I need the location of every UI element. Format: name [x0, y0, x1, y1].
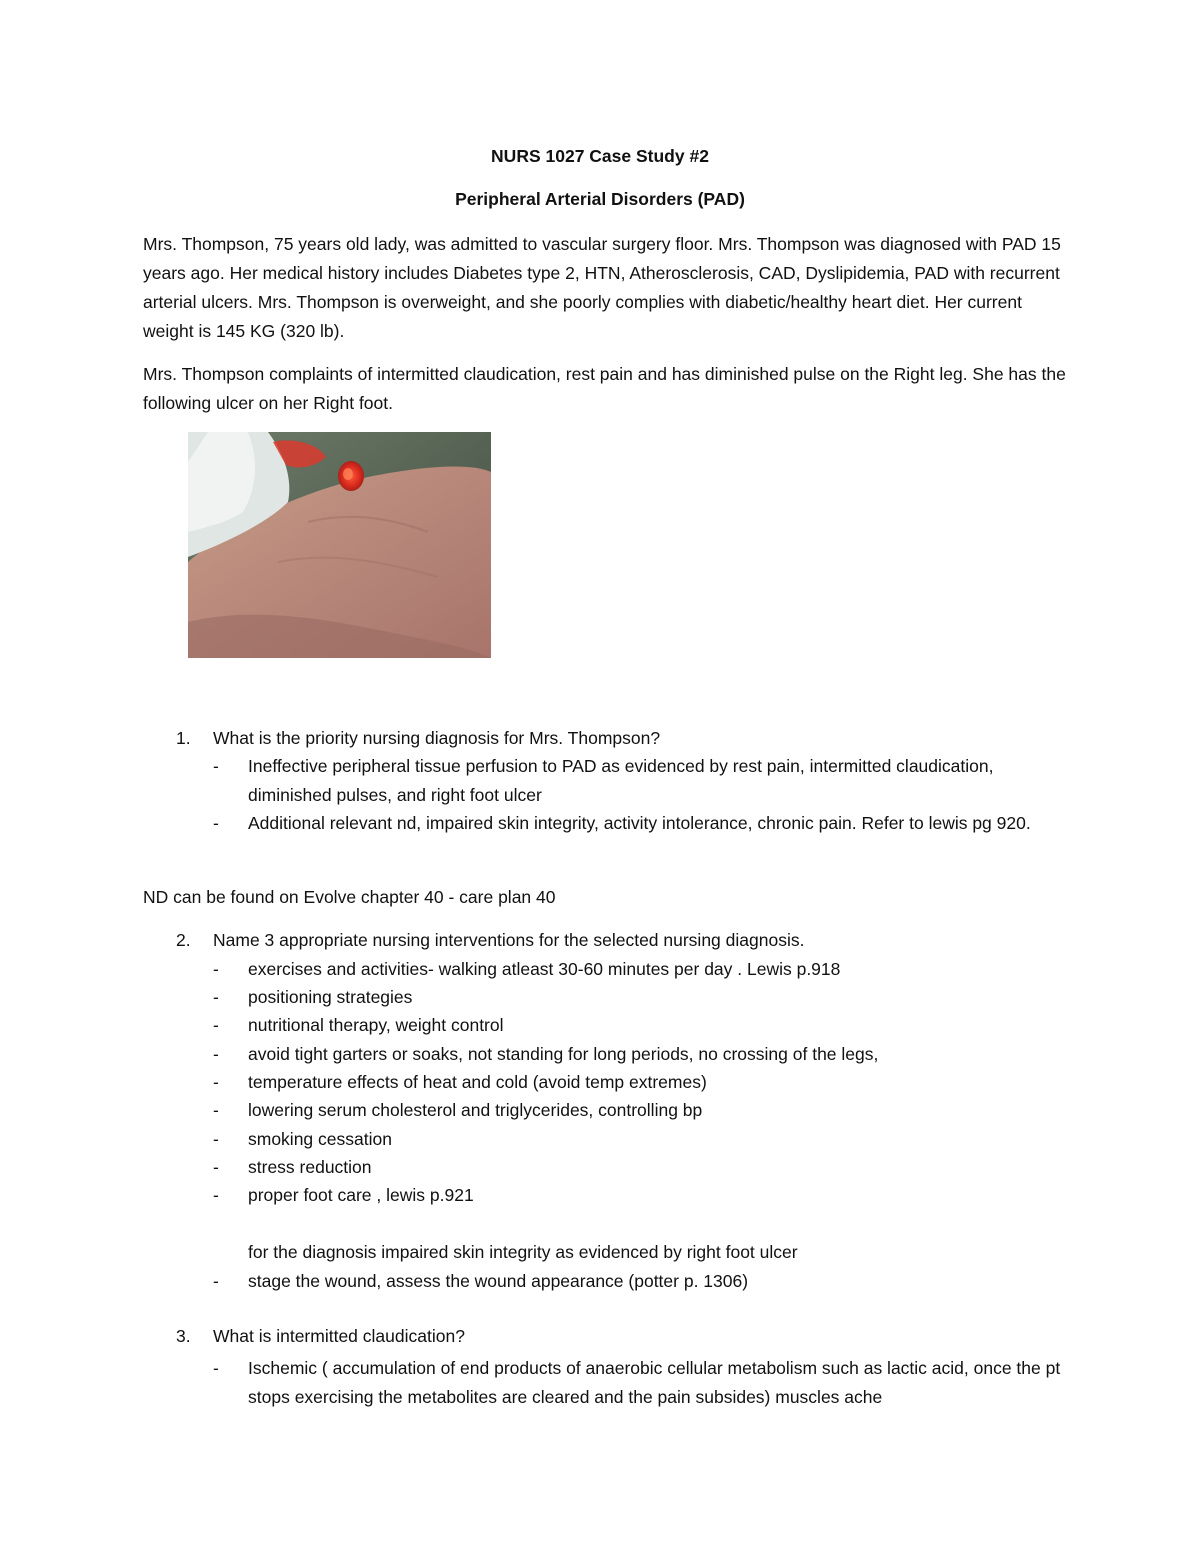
document-subtitle: Peripheral Arterial Disorders (PAD)	[455, 189, 745, 209]
bullet-dash: -	[213, 1044, 219, 1064]
bullet-dash: -	[213, 1072, 219, 1092]
question-text: What is the priority nursing diagnosis for Mrs. Thompson?	[213, 728, 661, 748]
answer-item: Ineffective peripheral tissue perfusion to PAD as evidenced by rest pain, intermitted claudication, diminished pulses, and right foot ulcer	[248, 756, 994, 805]
answer-item: smoking cessation	[248, 1129, 392, 1149]
symptoms-paragraph: Mrs. Thompson complaints of intermitted claudication, rest pain and has diminished pulse on the Right leg. She has the following ulcer on her Right foot.	[143, 364, 1066, 413]
bullet-dash: -	[213, 813, 219, 833]
answer-item: stage the wound, assess the wound appearance (potter p. 1306)	[248, 1271, 749, 1291]
bullet-dash: -	[213, 1185, 219, 1205]
bullet-dash: -	[213, 987, 219, 1007]
foot-ulcer-photo	[188, 432, 491, 658]
answer-item: nutritional therapy, weight control	[248, 1015, 504, 1035]
nd-note: ND can be found on Evolve chapter 40 - care plan 40	[143, 887, 556, 907]
bullet-dash: -	[213, 1129, 219, 1149]
answer-item: stress reduction	[248, 1157, 372, 1177]
answer-item: Additional relevant nd, impaired skin integrity, activity intolerance, chronic pain. Refer to lewis pg 920.	[248, 813, 1031, 833]
question-number: 3.	[176, 1326, 191, 1346]
question-number: 2.	[176, 930, 191, 950]
bullet-dash: -	[213, 1271, 219, 1291]
bullet-dash: -	[213, 756, 219, 776]
foot-ulcer-image	[188, 432, 491, 658]
question-number: 1.	[176, 728, 191, 748]
bullet-dash: -	[213, 1157, 219, 1177]
answer-item: lowering serum cholesterol and triglycerides, controlling bp	[248, 1100, 703, 1120]
bullet-dash: -	[213, 959, 219, 979]
answer-item: temperature effects of heat and cold (avoid temp extremes)	[248, 1072, 707, 1092]
answer-item: avoid tight garters or soaks, not standing for long periods, no crossing of the legs,	[248, 1044, 879, 1064]
skin-integrity-note: for the diagnosis impaired skin integrity as evidenced by right foot ulcer	[248, 1242, 798, 1262]
answer-item: Ischemic ( accumulation of end products of anaerobic cellular metabolism such as lactic acid, once the pt stops exercising the metabolites are cleared and the pain subsides) muscles ache	[248, 1358, 1061, 1407]
answer-item: positioning strategies	[248, 987, 413, 1007]
bullet-dash: -	[213, 1015, 219, 1035]
answer-item: exercises and activities- walking atleast 30-60 minutes per day . Lewis p.918	[248, 959, 841, 979]
document-title: NURS 1027 Case Study #2	[491, 146, 709, 166]
question-text: What is intermitted claudication?	[213, 1326, 465, 1346]
question-text: Name 3 appropriate nursing interventions for the selected nursing diagnosis.	[213, 930, 805, 950]
bullet-dash: -	[213, 1358, 219, 1378]
intro-paragraph: Mrs. Thompson, 75 years old lady, was admitted to vascular surgery floor. Mrs. Thompson was diagnosed with PAD 15 years ago. Her medical history includes Diabetes type 2, HTN, Atherosclerosis, CAD, Dyslipidemia, PAD with recurrent arterial ulcers. Mrs. Thompson is overweight, and she poorly complies with diabetic/healthy heart diet. Her current weight is 145 KG (320 lb).	[143, 234, 1061, 341]
bullet-dash: -	[213, 1100, 219, 1120]
answer-item: proper foot care , lewis p.921	[248, 1185, 474, 1205]
